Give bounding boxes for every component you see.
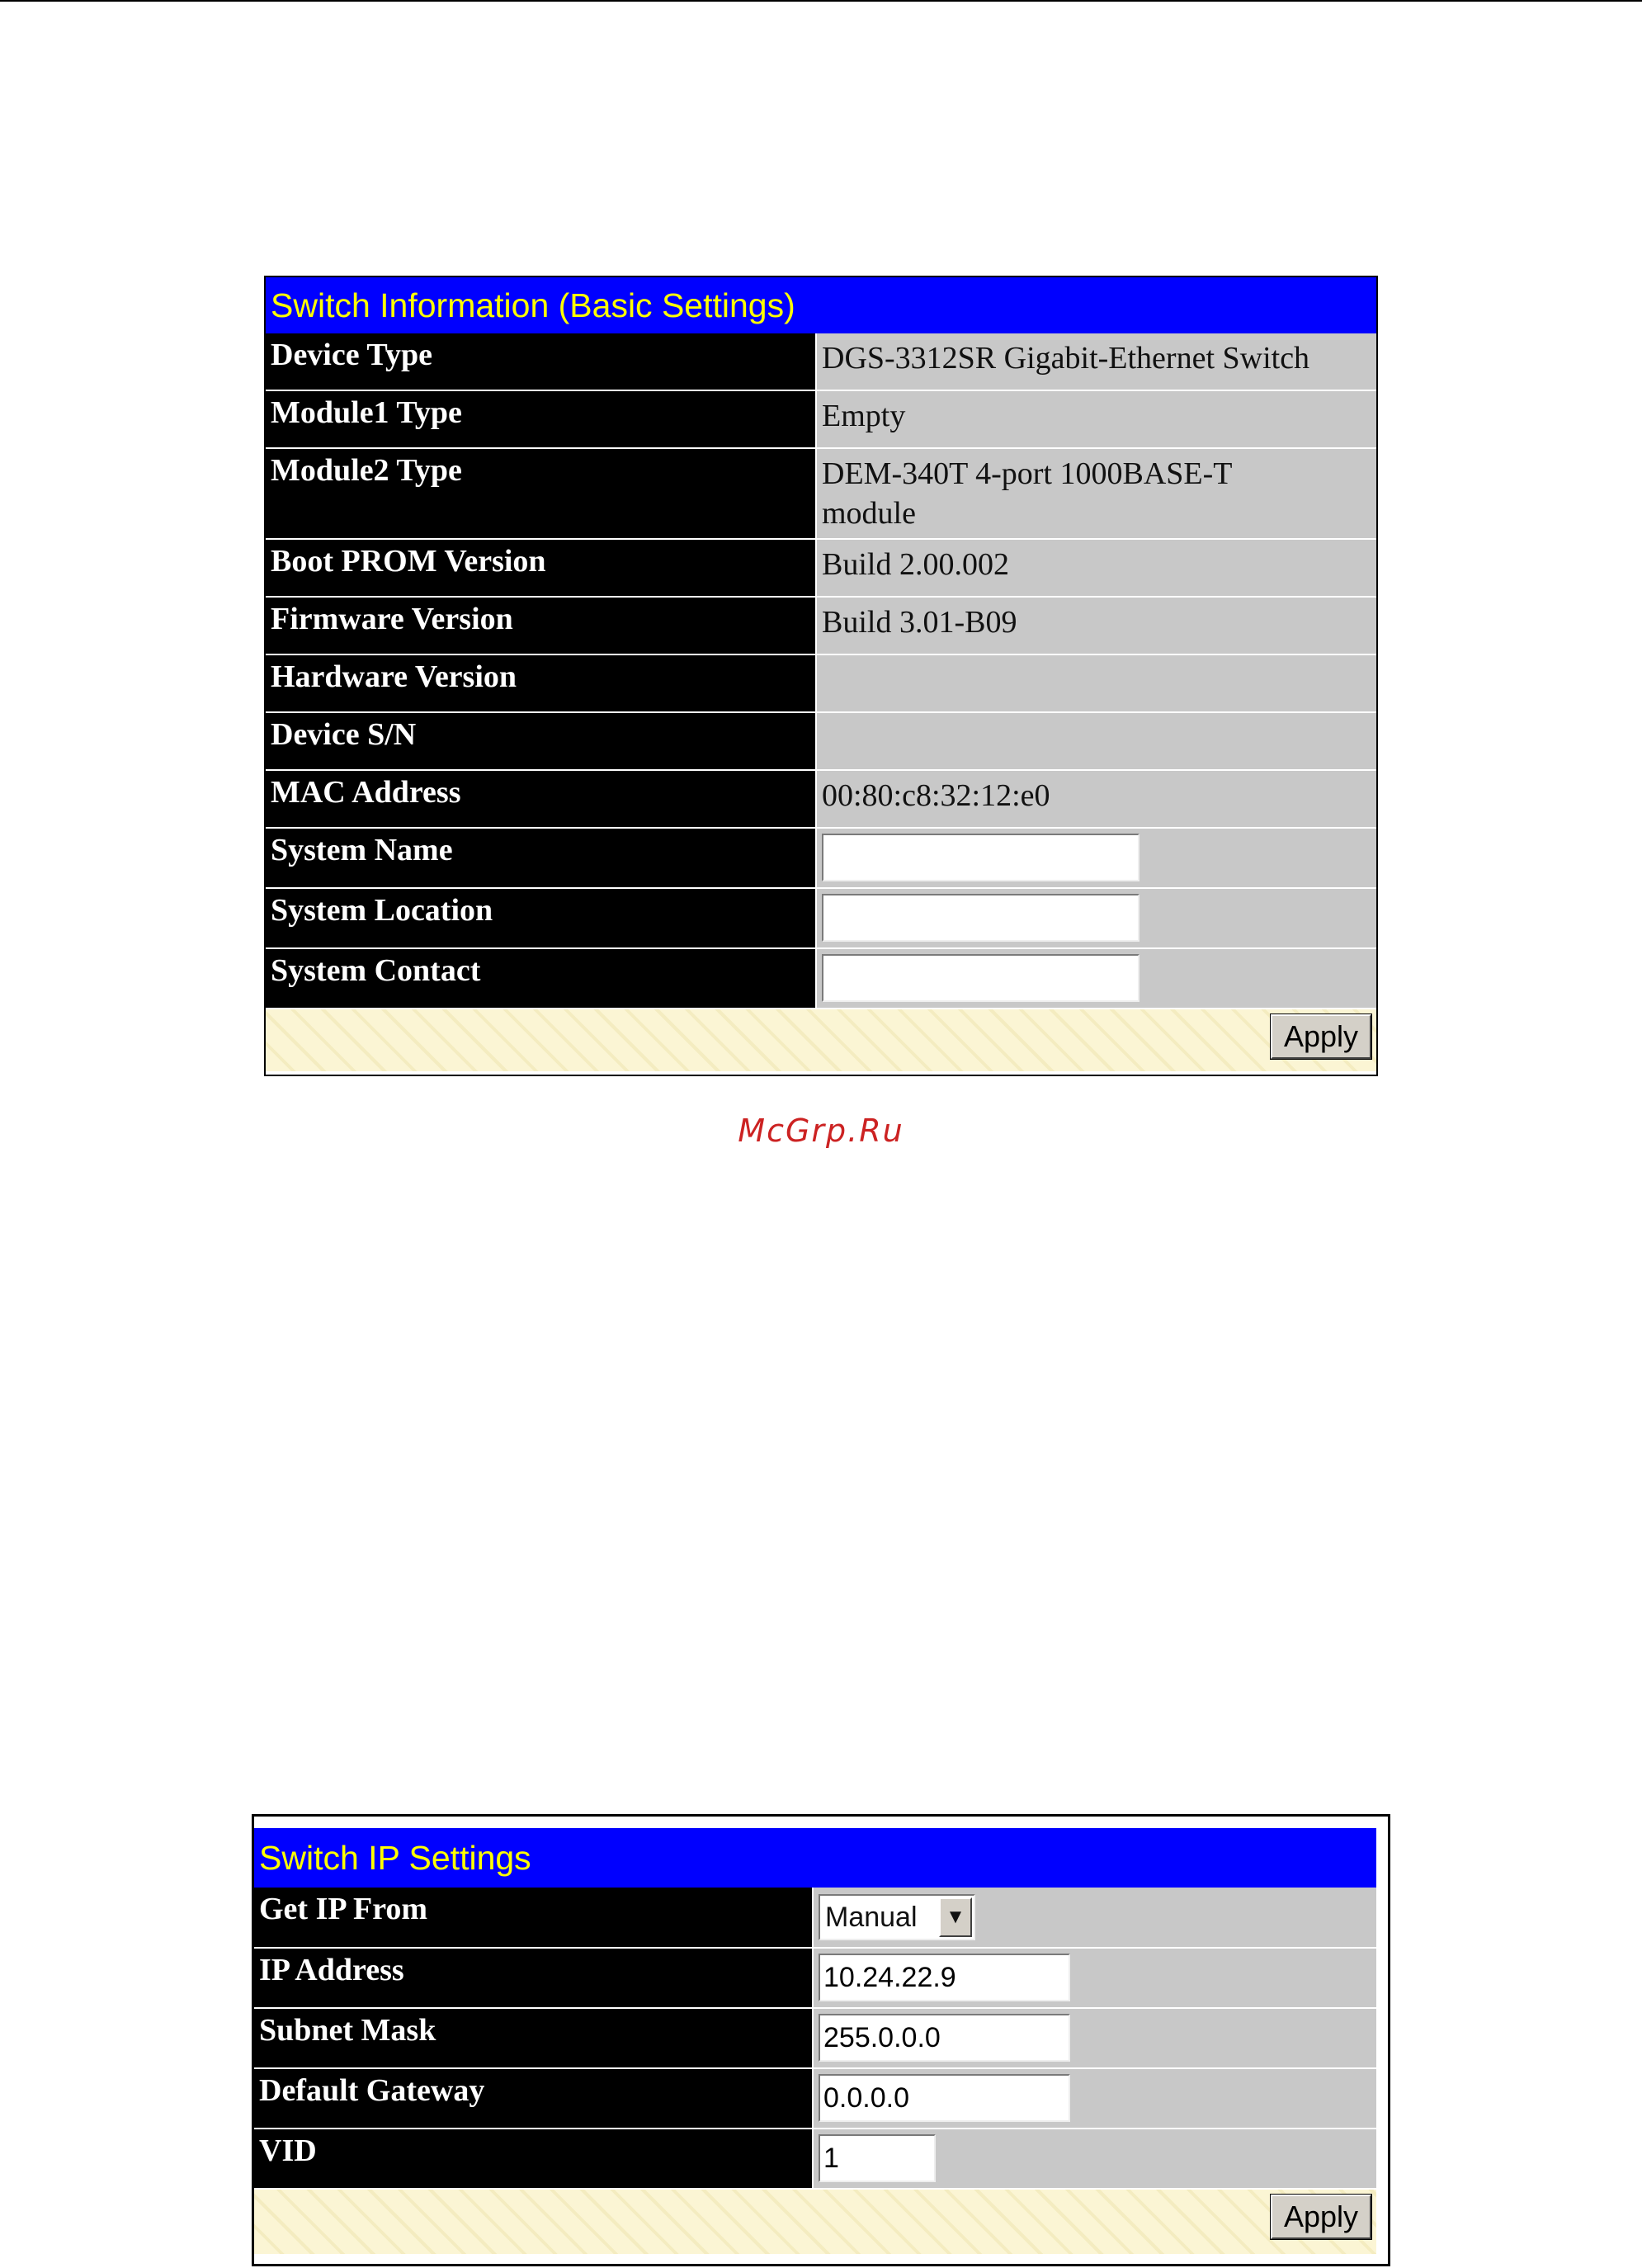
device-type-value: DGS-3312SR Gigabit-Ethernet Switch — [817, 333, 1376, 390]
get-ip-from-selected: Manual — [825, 1902, 918, 1933]
apply-button[interactable]: Apply — [1271, 1014, 1371, 1059]
device-sn-value — [817, 713, 1376, 769]
firmware-version-row — [266, 598, 1376, 655]
device-sn-label: Device S/N — [266, 713, 817, 769]
system-name-cell — [817, 829, 1376, 887]
ip-address-label: IP Address — [254, 1949, 814, 2007]
default-gateway-input[interactable] — [819, 2074, 1070, 2122]
system-name-input[interactable] — [822, 834, 1139, 881]
default-gateway-row — [254, 2069, 1376, 2129]
default-gateway-label: Default Gateway — [254, 2069, 814, 2128]
boot-prom-version-value: Build 2.00.002 — [817, 540, 1376, 596]
system-location-row — [266, 889, 1376, 949]
module2-type-value: DEM-340T 4-port 1000BASE-T module — [817, 449, 1376, 538]
device-type-label: Device Type — [266, 333, 817, 390]
firmware-version-label: Firmware Version — [266, 598, 817, 654]
system-contact-label: System Contact — [266, 949, 817, 1008]
subnet-mask-input[interactable] — [819, 2014, 1070, 2062]
boot-prom-version-label: Boot PROM Version — [266, 540, 817, 596]
vid-row — [254, 2129, 1376, 2190]
ip-panel-footer — [254, 2190, 1376, 2254]
firmware-version-value: Build 3.01-B09 — [817, 598, 1376, 654]
system-location-label: System Location — [266, 889, 817, 947]
ip-address-row — [254, 1949, 1376, 2009]
get-ip-from-label: Get IP From — [254, 1888, 814, 1947]
device-type-row — [266, 333, 1376, 391]
ip-panel-title: Switch IP Settings — [254, 1828, 1376, 1888]
system-name-row — [266, 829, 1376, 889]
system-location-input[interactable] — [822, 894, 1139, 942]
vid-input[interactable] — [819, 2134, 936, 2182]
watermark-text: McGrp.Ru — [738, 1113, 904, 1149]
vid-label: VID — [254, 2129, 814, 2188]
system-contact-cell — [817, 949, 1376, 1008]
hardware-version-row — [266, 655, 1376, 713]
module2-type-label: Module2 Type — [266, 449, 817, 538]
system-contact-input[interactable] — [822, 954, 1139, 1002]
mac-address-row — [266, 771, 1376, 829]
boot-prom-version-row — [266, 540, 1376, 598]
default-gateway-cell — [814, 2069, 1376, 2128]
get-ip-from-cell — [814, 1888, 1376, 1947]
ip-apply-button[interactable]: Apply — [1271, 2195, 1371, 2239]
subnet-mask-cell — [814, 2009, 1376, 2067]
switch-ip-settings-panel — [252, 1814, 1390, 2266]
vid-cell — [814, 2129, 1376, 2188]
module2-type-row — [266, 449, 1376, 540]
system-name-label: System Name — [266, 829, 817, 887]
hardware-version-value — [817, 655, 1376, 711]
system-location-cell — [817, 889, 1376, 947]
module1-type-label: Module1 Type — [266, 391, 817, 447]
hardware-version-label: Hardware Version — [266, 655, 817, 711]
subnet-mask-row — [254, 2009, 1376, 2069]
dropdown-arrow-icon[interactable]: ▼ — [939, 1897, 972, 1937]
ip-address-cell — [814, 1949, 1376, 2007]
mac-address-label: MAC Address — [266, 771, 817, 827]
get-ip-from-select[interactable] — [819, 1894, 975, 1940]
panel-title: Switch Information (Basic Settings) — [266, 277, 1376, 333]
device-sn-row — [266, 713, 1376, 771]
ip-address-input[interactable] — [819, 1954, 1070, 2001]
switch-information-panel — [264, 276, 1378, 1076]
system-contact-row — [266, 949, 1376, 1009]
subnet-mask-label: Subnet Mask — [254, 2009, 814, 2067]
mac-address-value: 00:80:c8:32:12:e0 — [817, 771, 1376, 827]
get-ip-from-row — [254, 1888, 1376, 1949]
module1-type-value: Empty — [817, 391, 1376, 447]
module1-type-row — [266, 391, 1376, 449]
page-top-rule — [0, 0, 1642, 2]
panel-footer — [266, 1009, 1376, 1071]
